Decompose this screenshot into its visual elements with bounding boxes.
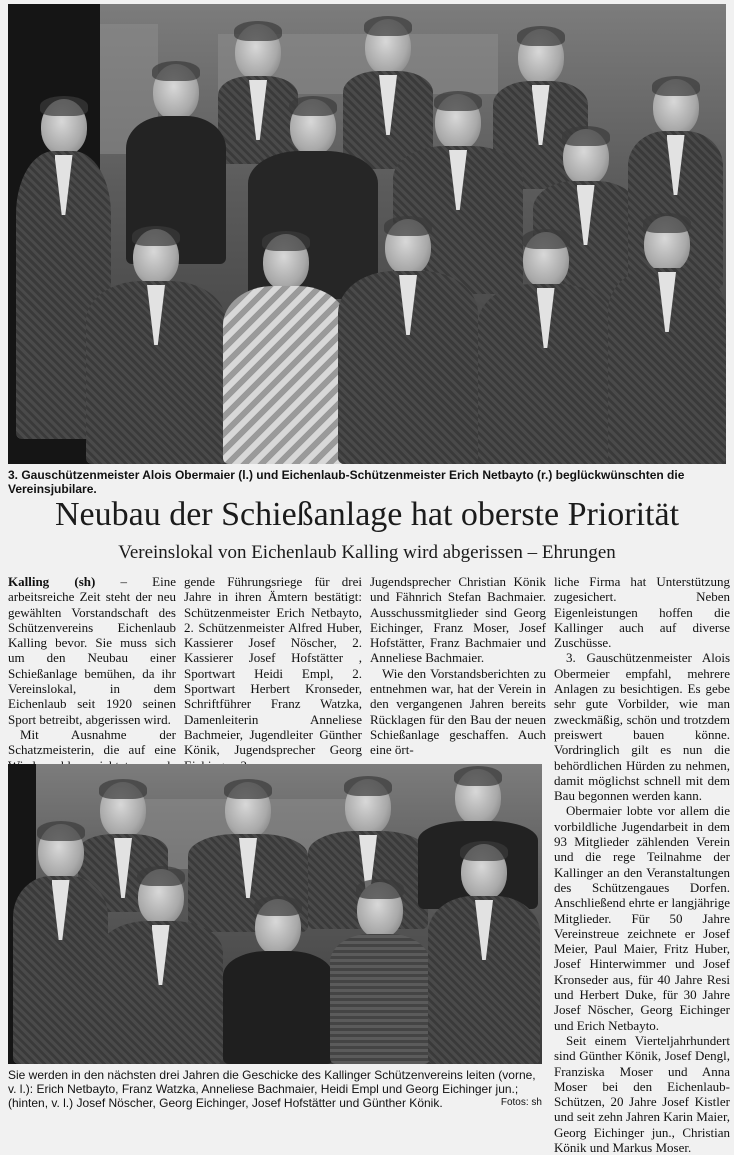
article-paragraph: Jugendsprecher Christian Könik und Fähnrich Stefan Bachmaier. Ausschussmitglieder sind Georg Eichinger, Franz Moser, Josef Hofstätter, Franz Bachmaier und Anneliese Bachmaier. bbox=[370, 574, 546, 666]
article-column-2 bbox=[184, 574, 362, 773]
article-paragraph: – Eine arbeitsreiche Zeit steht der neu gewählten Vorstandschaft des Schützenvereins Eichenlaub Kalling bevor. Sie muss sich um den Neubau einer Schießanlage bemühen, da ihr Vereinslokal, in dem Eichenlaub seit 1920 seinen Sport betreibt, abgerissen wird. bbox=[8, 574, 176, 727]
photo-bottom-caption-text: Sie werden in den nächsten drei Jahren die Geschicke des Kallinger Schützenvereins leiten (vorne, v. l.): Erich Netbayto, Franz Watzka, Anneliese Bachmaier, Heidi Empl und Georg Eichinger jun.; (hinten, v. l.) Josef Nöscher, Georg Eichinger, Josef Hofstätter und Günther Könik. bbox=[8, 1068, 536, 1110]
photo-top-caption: 3. Gauschützenmeister Alois Obermaier (l.) und Eichenlaub-Schützenmeister Erich Netbayto (r.) beglückwünschten die Vereinsjubilare. bbox=[8, 468, 685, 496]
headline: Neubau der Schießanlage hat oberste Priorität bbox=[54, 496, 680, 533]
photo-top-group bbox=[8, 4, 726, 464]
article-column-1 bbox=[8, 574, 176, 788]
article-paragraph: Obermaier lobte vor allem die vorbildliche Jugendarbeit in dem 93 Mitglieder zählenden Verein und die rege Teilnahme der Kallinger an den Veranstaltungen des Schützengaues Dorfen. Anschließend ehrte er langjährige Mitglieder. Für 50 Jahre Vereinstreue zeichnete er Josef Meier, Paul Maier, Fritz Huber, Josef Hinterwimmer und Josef Kronseder aus, für 40 Jahre Resi und Herbert Duke, für 30 Jahre Josef Nöscher, Georg Eichinger und Erich Netbayto. bbox=[554, 803, 730, 1033]
article-column-4 bbox=[554, 574, 730, 1155]
article-dateline: Kalling (sh) bbox=[8, 574, 96, 589]
article-paragraph: liche Firma hat Unterstützung zugesichert. Neben Eigenleistungen hoffen die Kallinger auch auf diverse Zuschüsse. bbox=[554, 574, 730, 651]
photo-bottom-caption bbox=[8, 1068, 542, 1110]
article-paragraph: Mit Ausnahme der Schatzmeisterin, die auf eine bbox=[8, 726, 176, 758]
article-column-3 bbox=[370, 574, 546, 758]
subheadline: Vereinslokal von Eichenlaub Kalling wird abgerissen – Ehrungen bbox=[118, 542, 616, 563]
article-paragraph: Wie den Vorstandsberichten zu entnehmen war, hat der Verein in den vergangenen Jahren bereits Rücklagen für den Bau der neuen Schießanlage geschaffen. Auch eine ört- bbox=[370, 665, 546, 758]
article-paragraph: gende Führungsriege für drei Jahre in ihren Ämtern bestätigt: Schützenmeister Erich Netbayto, 2. Schützenmeister Alfred Huber, Kassierer Josef Nöscher, 2. Kassierer Josef Hofstätter , Sportwart Heidi Empl, 2. Sportwart Herbert Kronseder, Schriftführer Franz Watzka, Damenleiterin Anneliese Bachmeier, Jugendleiter Günther Könik, Jugendsprecher Georg bbox=[184, 574, 362, 758]
photo-bottom-group bbox=[8, 764, 542, 1064]
photo-credit: Fotos: sh bbox=[500, 1097, 542, 1108]
article-paragraph: 3. Gauschützenmeister Alois Obermeier empfahl, mehrere Anlagen zu besichtigen. Es gebe sehr gute Vorbilder, wie man zweckmäßig, schön und trotzdem preiswert bauen könne. Vordringlich gilt es nun die behördlichen Hürden zu nehmen, damit möglichst schnell mit dem Bau begonnen werden kann. bbox=[554, 650, 730, 804]
article-paragraph: Seit einem Vierteljahrhundert sind Günther Könik, Josef Dengl, Franziska Moser und Anna Moser bei den Eichenlaub-Schützen, 20 Jahre Josef Kistler und seit zehn Jahren Karin Maier, Georg Eichinger jun., Christian Könik und Markus Moser. bbox=[554, 1032, 730, 1155]
